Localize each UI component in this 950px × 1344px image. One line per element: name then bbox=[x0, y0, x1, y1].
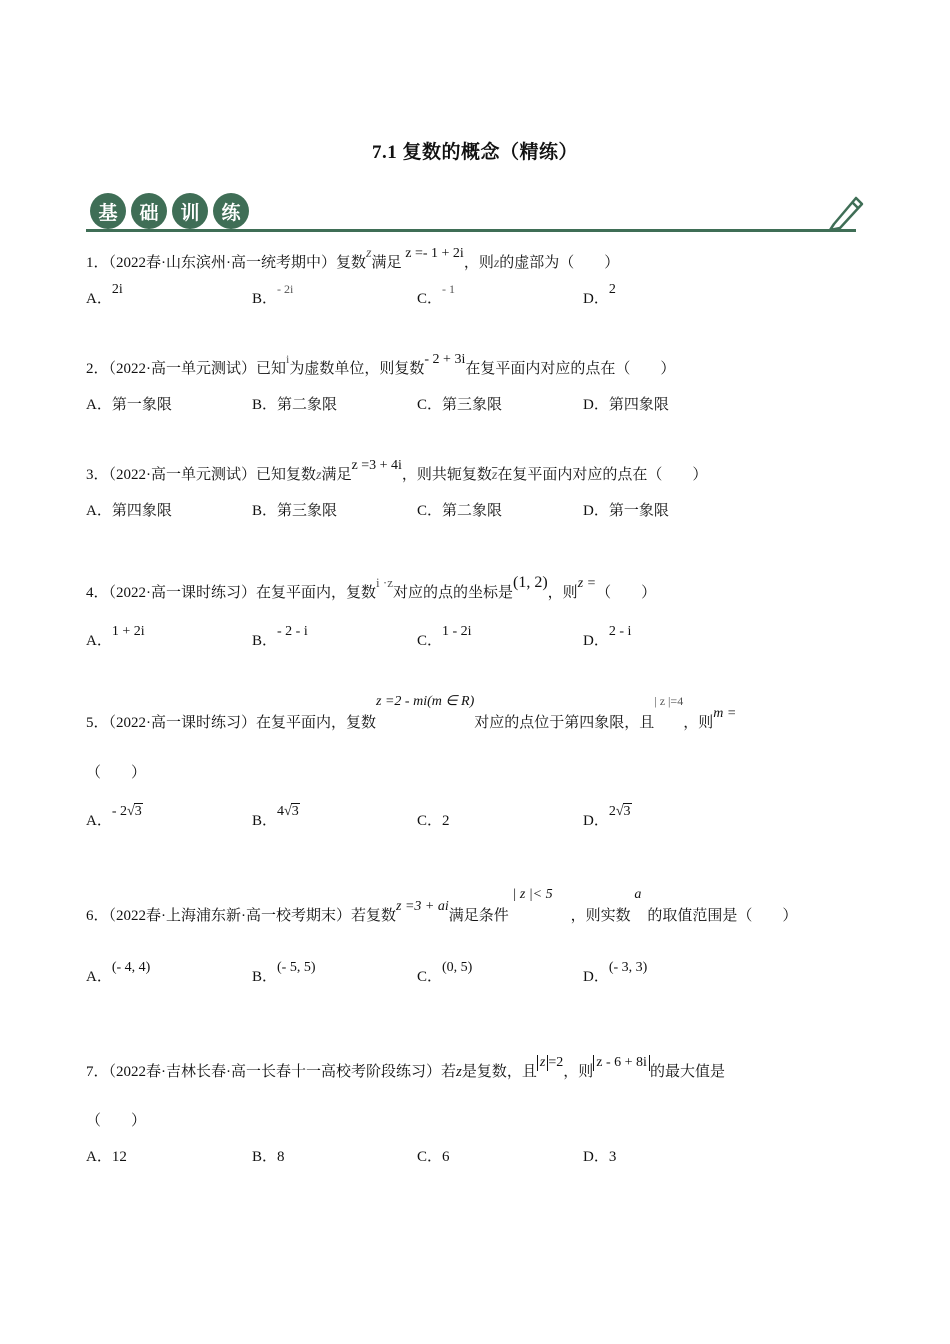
option-d[interactable]: D．2 bbox=[583, 282, 616, 307]
question-5-blank: （ ） bbox=[86, 765, 147, 781]
question-6: 6．（2022春·上海浦东新·高一校考期末）若复数z =3 + ai满足条件 | z |< 5，则实数 a的取值范围是（ ） bbox=[86, 887, 798, 924]
option-a[interactable]: A．第四象限 bbox=[86, 503, 172, 519]
section-banner bbox=[86, 188, 866, 236]
option-c[interactable]: C．$^{- 1}$ bbox=[417, 282, 456, 307]
question-1: 1．（2022春·山东滨州·高一统考期中）复数z满足 z =- 1 + 2i，则z的虚部为（ ） bbox=[86, 246, 620, 271]
option-d[interactable]: D．第四象限 bbox=[583, 397, 669, 413]
option-a[interactable]: A．- 2√3 bbox=[86, 804, 142, 829]
option-c[interactable]: C．2 bbox=[417, 813, 450, 829]
page-title: 7.1 复数的概念（精练） bbox=[371, 142, 578, 163]
option-a[interactable]: A．第一象限 bbox=[86, 397, 172, 413]
question-4: 4．（2022·高一课时练习）在复平面内，复数i ·z对应的点的坐标是(1, 2)，则z =（ ） bbox=[86, 574, 657, 601]
option-c[interactable]: C．1 - 2i bbox=[417, 624, 472, 649]
option-b[interactable]: B．4√3 bbox=[252, 804, 299, 829]
question-7: 7．（2022春·吉林长春·高一长春十一高校考阶段练习）若z是复数，且z =2，则z - 6 + 8i的最大值是 bbox=[86, 1055, 725, 1080]
option-d[interactable]: D．2√3 bbox=[583, 804, 631, 829]
question-7-blank: （ ） bbox=[86, 1113, 147, 1129]
option-c[interactable]: C．6 bbox=[417, 1149, 450, 1165]
option-d[interactable]: D．第一象限 bbox=[583, 503, 669, 519]
option-b[interactable]: B．第二象限 bbox=[252, 397, 338, 413]
option-d[interactable]: D．(- 3, 3) bbox=[583, 960, 648, 985]
option-b[interactable]: B．- 2 - i bbox=[252, 624, 308, 649]
option-a[interactable]: A．12 bbox=[86, 1149, 127, 1165]
option-a[interactable]: A．2i bbox=[86, 282, 123, 307]
option-b[interactable]: B．8 bbox=[252, 1149, 285, 1165]
option-a[interactable]: A．1 + 2i bbox=[86, 624, 145, 649]
option-a[interactable]: A．(- 4, 4) bbox=[86, 960, 151, 985]
banner-char: 础 bbox=[131, 193, 167, 229]
option-b[interactable]: B．第三象限 bbox=[252, 503, 338, 519]
option-d[interactable]: D．3 bbox=[583, 1149, 617, 1165]
option-c[interactable]: C．(0, 5) bbox=[417, 960, 473, 985]
option-c[interactable]: C．第三象限 bbox=[417, 397, 503, 413]
banner-char: 训 bbox=[172, 193, 208, 229]
banner-char: 练 bbox=[213, 193, 249, 229]
option-b[interactable]: B．(- 5, 5) bbox=[252, 960, 316, 985]
question-3: 3．（2022·高一单元测试）已知复数z满足z =3 + 4i，则共轭复数$\overline{z}$在复平面内对应的点在（ ） bbox=[86, 458, 708, 483]
question-2: 2．（2022·高一单元测试）已知$^i$为虚数单位，则复数- 2 + 3i在复平面内对应的点在（ ） bbox=[86, 352, 676, 377]
option-d[interactable]: D．2 - i bbox=[583, 624, 632, 649]
pencil-icon bbox=[820, 188, 866, 232]
banner-line bbox=[86, 229, 856, 232]
option-c[interactable]: C．第二象限 bbox=[417, 503, 503, 519]
option-b[interactable]: B．$^{- 2i}$ bbox=[252, 282, 294, 307]
question-5: 5．（2022·高一课时练习）在复平面内，复数z =2 - mi(m ∈ R)对应的点位于第四象限，且$^{| z |=4}$，则m = bbox=[86, 694, 737, 731]
banner-char: 基 bbox=[90, 193, 126, 229]
